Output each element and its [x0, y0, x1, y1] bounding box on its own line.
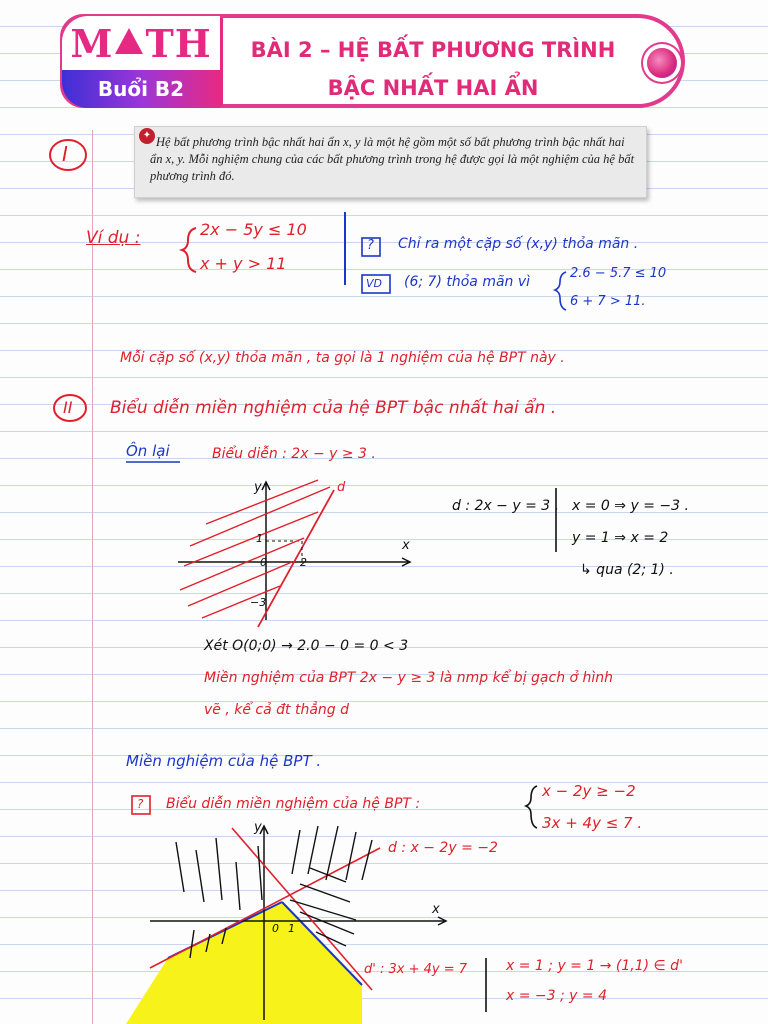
graph1 — [178, 480, 410, 627]
graph1-x-label: x — [402, 538, 410, 553]
graph1-tick-2: 2 — [300, 556, 307, 569]
example-label: Ví dụ : — [86, 228, 141, 248]
graph2-x-label: x — [432, 902, 440, 917]
graph2-y-label: y — [254, 820, 262, 835]
task-ineq-1: x − 2y ≥ −2 — [542, 782, 636, 800]
page-title-line1: BÀI 2 – HỆ BẤT PHƯƠNG TRÌNH — [250, 38, 616, 62]
review-label: Ôn lại — [126, 442, 170, 460]
page-title-line2: BẬC NHẤT HAI ẨN — [327, 76, 539, 100]
example-brace — [182, 228, 196, 272]
section1-circle — [50, 140, 86, 170]
example-question: Chỉ ra một cặp số (x,y) thỏa mãn . — [398, 236, 639, 252]
graph1-y-label: y — [254, 480, 262, 495]
dprime-point-1: x = 1 ; y = 1 → (1,1) ∈ d' — [506, 958, 683, 974]
graph1-d-label: d — [337, 480, 346, 495]
info-icon: ✦ — [139, 128, 155, 144]
conclusion-line-1: Miền nghiệm của BPT 2x − y ≥ 3 là nmp kể bị gạch ở hình — [204, 670, 614, 686]
check-line-1: 2.6 − 5.7 ≤ 10 — [570, 266, 667, 281]
graph1-tick-minus3: −3 — [250, 596, 267, 609]
origin-test: Xét O(0;0) → 2.0 − 0 = 0 < 3 — [204, 638, 409, 654]
conclusion-line-2: vẽ , kể cả đt thẳng d — [204, 702, 350, 718]
task-text: Biểu diễn miền nghiệm của hệ BPT : — [166, 796, 421, 812]
session-label: Buổi B2 — [62, 70, 220, 108]
point-1: x = 0 ⇒ y = −3 . — [572, 498, 689, 514]
section2-heading: Biểu diễn miền nghiệm của hệ BPT bậc nhất hai ẩn . — [110, 398, 557, 418]
example-note: Mỗi cặp số (x,y) thỏa mãn , ta gọi là 1 nghiệm của hệ BPT này . — [120, 350, 565, 366]
graph2-d-label: d : x − 2y = −2 — [388, 840, 498, 856]
brand-logo: M TH — [62, 16, 220, 70]
definition-text: Hệ bất phương trình bậc nhất hai ẩn x, y là một hệ gồm một số bất phương trình bậc nhất hai ẩn x, y. Mỗi nghiệm chung của các bất phương trình trong hệ được gọi là một nghiệm của hệ bất phương trình đó. — [150, 135, 635, 183]
example-ineq-2: x + y > 11 — [200, 254, 287, 273]
task-ineq-2: 3x + 4y ≤ 7 . — [542, 814, 643, 832]
task-brace — [526, 786, 537, 828]
graph2-dprime-label: d' : 3x + 4y = 7 — [364, 962, 467, 977]
section2-marker: II — [63, 398, 73, 417]
question-mark: ? — [367, 238, 374, 253]
check-brace — [555, 272, 566, 310]
graph2-tick-1: 1 — [288, 922, 295, 935]
dprime-point-2: x = −3 ; y = 4 — [506, 988, 607, 1004]
example-ineq-1: 2x − 5y ≤ 10 — [200, 220, 307, 239]
graph1-tick-1: 1 — [256, 532, 263, 545]
graph2-origin: 0 — [272, 922, 279, 935]
task-mark: ? — [137, 797, 144, 811]
system-heading: Miền nghiệm của hệ BPT . — [126, 752, 322, 770]
point-2: y = 1 ⇒ x = 2 — [572, 530, 669, 546]
check-line-2: 6 + 7 > 11. — [570, 294, 646, 309]
graph1-origin: 0 — [260, 556, 267, 569]
point-through: ↳ qua (2; 1) . — [580, 562, 674, 578]
review-text: Biểu diễn : 2x − y ≥ 3 . — [212, 446, 376, 462]
section1-marker: I — [62, 142, 68, 166]
line-d-equation: d : 2x − y = 3 . — [452, 498, 560, 514]
example-answer: (6; 7) thỏa mãn vì — [404, 274, 531, 290]
answer-tag: VD — [366, 277, 382, 290]
